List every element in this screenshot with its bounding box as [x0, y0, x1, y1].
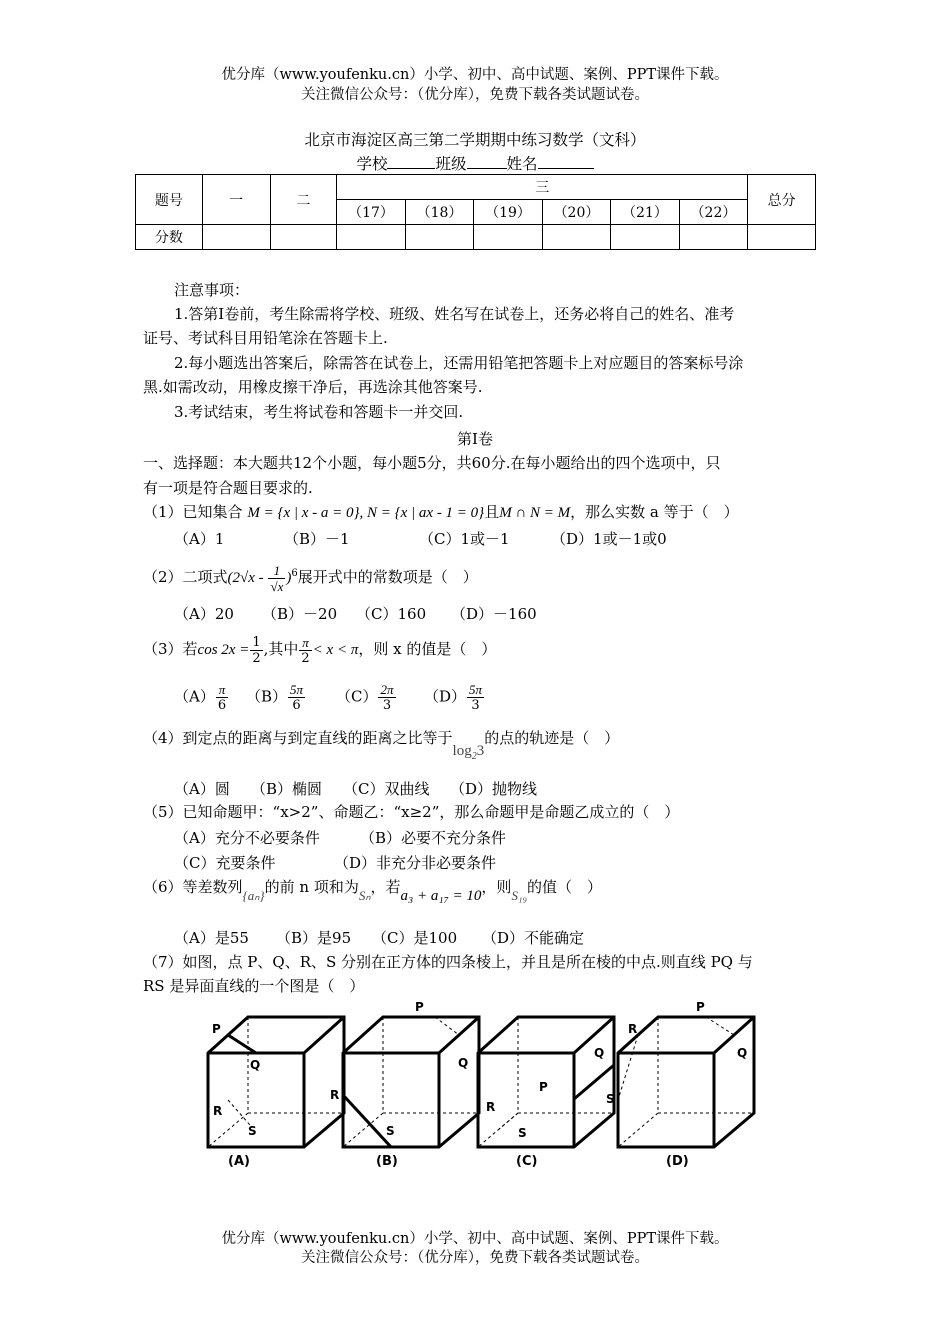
q2-fraction	[268, 563, 285, 594]
q3-c-frac	[378, 682, 395, 713]
label-a-r: R	[213, 1104, 223, 1118]
section-one-intro-a: 一、选择题：本大题共12个小题，每小题5分，共60分.在每小题给出的四个选项中，只	[143, 454, 721, 472]
label-b-q: Q	[458, 1056, 469, 1070]
question-7-line-2: RS 是异面直线的一个图是（ ）	[143, 977, 365, 995]
score-cell-q22[interactable]	[679, 225, 747, 250]
col-q18: （18）	[405, 200, 473, 225]
q3-a-label: （A）	[174, 687, 215, 706]
q1-suffix: ，那么实数 a 等于（ ）	[570, 503, 739, 521]
q3-a-num: π	[216, 682, 228, 698]
q3-pi-den: 2	[301, 650, 310, 666]
q3-d-den: 3	[471, 698, 480, 713]
q6-option-a[interactable]: （A）是55	[174, 929, 249, 947]
cube-a[interactable]	[208, 1017, 344, 1147]
q2-option-c[interactable]: （C）160	[356, 605, 427, 623]
q3-b-den: 6	[292, 698, 301, 713]
q4-option-b[interactable]: （B）椭圆	[251, 780, 323, 798]
q3-range: < x < π	[312, 642, 359, 658]
row-label-number: 题号	[136, 175, 203, 225]
caption-d: (D)	[666, 1154, 689, 1169]
notice-item-2b: 黑.如需改动，用橡皮擦干净后，再选涂其他答案号.	[143, 378, 483, 396]
q2-expr-b: )	[286, 570, 292, 586]
label-c-p: P	[539, 1080, 548, 1094]
label-a-q: Q	[250, 1058, 261, 1072]
class-blank[interactable]	[467, 153, 507, 169]
q2-option-a[interactable]: （A）20	[174, 605, 234, 623]
q3-half-den: 2	[252, 650, 261, 666]
q5-option-b[interactable]: （B）必要不充分条件	[360, 829, 507, 847]
col-section-three: 三	[337, 175, 748, 200]
q4-log-base: 2	[471, 751, 477, 762]
score-table	[135, 174, 816, 250]
label-d-q: Q	[737, 1046, 748, 1060]
q2-option-d[interactable]: （D）－160	[451, 605, 537, 623]
row-label-score: 分数	[136, 225, 203, 250]
question-4	[143, 727, 620, 762]
q4-suffix: 的点的轨迹是（ ）	[484, 729, 620, 747]
score-cell-q20[interactable]	[542, 225, 610, 250]
notice-title: 注意事项：	[174, 281, 250, 299]
q6-mid3: ，则	[481, 878, 512, 896]
header-line-2: 关注微信公众号：（优分库），免费下载各类试题试卷。	[301, 87, 649, 103]
student-info	[0, 152, 950, 174]
q5-option-d[interactable]: （D）非充分非必要条件	[334, 854, 497, 872]
q3-b-num: 5π	[290, 682, 304, 697]
label-d-s: S	[606, 1092, 615, 1106]
col-section-two: 二	[270, 175, 337, 225]
cube-figures	[190, 995, 770, 1175]
label-b-p: P	[415, 1000, 424, 1014]
q4-log-word: log	[452, 743, 472, 759]
question-7-line-1: （7）如图，点 P、Q、R、S 分别在正方体的四条棱上，并且是所在棱的中点.则直线 PQ 与	[143, 953, 753, 971]
q3-a-den: 6	[217, 698, 227, 713]
q2-prefix: （2）二项式	[143, 568, 228, 586]
q3-c-num: 2π	[380, 682, 394, 697]
q6-option-d[interactable]: （D）不能确定	[482, 929, 585, 947]
q6-cond: a₃ + a₁₇ = 10	[400, 888, 482, 904]
q4-option-c[interactable]: （C）双曲线	[343, 780, 430, 798]
label-b-s: S	[386, 1124, 395, 1138]
class-label: 班级	[435, 155, 467, 173]
q1-cond: M ∩ N = M	[499, 505, 571, 521]
header-line-1: 优分库（www.youfenku.cn）小学、初中、高中试题、案例、PPT课件下载。	[221, 67, 729, 83]
q3-option-d[interactable]	[424, 682, 485, 713]
score-cell-one[interactable]	[202, 225, 270, 250]
q4-option-a[interactable]: （A）圆	[174, 780, 230, 798]
label-d-p: P	[696, 1000, 705, 1014]
col-q20: （20）	[542, 200, 610, 225]
col-q19: （19）	[474, 200, 542, 225]
q1-joint: 且	[484, 503, 500, 521]
q6-option-c[interactable]: （C）是100	[372, 929, 458, 947]
q3-pi-num: π	[299, 635, 311, 651]
school-blank[interactable]	[387, 153, 435, 169]
q3-pi-half	[299, 635, 311, 666]
part-title: 第Ⅰ卷	[457, 430, 493, 448]
label-c-r: R	[486, 1100, 496, 1114]
q2-suffix: 展开式中的常数项是（ ）	[297, 568, 478, 586]
score-cell-total[interactable]	[748, 225, 816, 250]
q1-sets: M = {x | x - a = 0}, N = {x | ax - 1 = 0}	[247, 505, 485, 521]
q1-option-b[interactable]: （B）－1	[284, 530, 350, 548]
q3-option-a[interactable]	[174, 682, 229, 713]
score-cell-q18[interactable]	[405, 225, 473, 250]
q4-prefix: （4）到定点的距离与到定直线的距离之比等于	[143, 729, 453, 747]
q4-log	[452, 743, 485, 762]
label-c-q: Q	[594, 1046, 605, 1060]
footer-line-1: 优分库（www.youfenku.cn）小学、初中、高中试题、案例、PPT课件下载。	[221, 1231, 729, 1247]
label-a-p: P	[212, 1022, 221, 1036]
question-3	[143, 633, 496, 666]
q6-s19: S₁₉	[511, 888, 527, 903]
q6-suffix: 的值（ ）	[526, 878, 602, 896]
cube-b[interactable]	[343, 1017, 479, 1147]
q3-option-c[interactable]	[336, 682, 397, 713]
q2-frac-den: √x	[270, 578, 284, 594]
q4-option-d[interactable]: （D）抛物线	[450, 780, 538, 798]
score-cell-q19[interactable]	[474, 225, 542, 250]
notice-item-3: 3.考试结束，考生将试卷和答题卡一并交回.	[174, 403, 464, 421]
exam-title: 北京市海淀区高三第二学期期中练习数学（文科）	[304, 131, 646, 149]
q1-prefix: （1）已知集合	[143, 503, 243, 521]
col-total: 总分	[748, 175, 816, 225]
q3-d-frac	[467, 682, 484, 713]
q4-log-arg: 3	[476, 743, 485, 759]
label-a-s: S	[248, 1124, 257, 1138]
q3-half	[250, 635, 262, 666]
label-d-r: R	[628, 1022, 638, 1036]
q3-b-frac	[288, 682, 305, 713]
q3-option-b[interactable]	[246, 682, 306, 713]
footer-line-2: 关注微信公众号：（优分库），免费下载各类试题试卷。	[301, 1250, 649, 1266]
q6-mid1: 的前 n 项和为	[264, 878, 359, 896]
q2-expr-a: (2√x -	[227, 570, 268, 586]
q3-prefix: （3）若	[143, 640, 198, 658]
col-q17: （17）	[337, 200, 405, 225]
q6-seq: {aₙ}	[242, 888, 265, 903]
q3-d-label: （D）	[424, 687, 467, 706]
question-2	[143, 558, 478, 594]
q2-option-b[interactable]: （B）－20	[262, 605, 338, 623]
q5-option-c[interactable]: （C）充要条件	[174, 854, 276, 872]
q6-sn: Sₙ	[358, 888, 371, 903]
q1-option-d[interactable]: （D）1或－1或0	[551, 530, 667, 548]
q3-c-den: 3	[382, 698, 392, 713]
col-section-one: 一	[202, 175, 270, 225]
col-q22: （22）	[679, 200, 747, 225]
q3-suffix: ，则 x 的值是（ ）	[358, 640, 497, 658]
question-1	[143, 501, 739, 524]
q1-option-a[interactable]: （A）1	[174, 530, 225, 548]
school-label: 学校	[356, 155, 388, 173]
q2-frac-num: 1	[268, 563, 285, 579]
q6-option-b[interactable]: （B）是95	[276, 929, 352, 947]
q6-mid2: ，若	[370, 878, 401, 896]
notice-item-2a: 2.每小题选出答案后，除需答在试卷上，还需用铅笔把答题卡上对应题目的答案标号涂	[174, 354, 744, 372]
question-5: （5）已知命题甲：“x>2”、命题乙：“x≥2”，那么命题甲是命题乙成立的（ ）	[143, 803, 680, 821]
q3-c-label: （C）	[336, 687, 378, 706]
q3-b-label: （B）	[246, 687, 288, 706]
name-blank[interactable]	[538, 153, 594, 169]
notice-item-1b: 证号、考试科目用铅笔涂在答题卡上.	[143, 329, 388, 347]
name-label: 姓名	[506, 155, 538, 173]
section-one-intro-b: 有一项是符合题目要求的.	[143, 479, 313, 497]
q3-mid: ,其中	[263, 640, 299, 658]
q5-option-a[interactable]: （A）充分不必要条件	[174, 829, 320, 847]
question-6	[143, 876, 602, 904]
q3-a-frac	[216, 682, 228, 713]
label-c-s: S	[518, 1126, 527, 1140]
notice-item-1a: 1.答第Ⅰ卷前，考生除需将学校、班级、姓名写在试卷上，还务必将自己的姓名、准考	[174, 305, 735, 323]
label-b-r: R	[330, 1088, 340, 1102]
caption-a: (A)	[228, 1154, 250, 1169]
score-cell-q17[interactable]	[337, 225, 405, 250]
q3-half-num: 1	[252, 634, 261, 650]
cube-d[interactable]	[618, 1017, 754, 1147]
q6-prefix: （6）等差数列	[143, 878, 243, 896]
caption-b: (B)	[376, 1154, 398, 1169]
q1-option-c[interactable]: （C）1或－1	[419, 530, 510, 548]
col-q21: （21）	[611, 200, 679, 225]
q3-cos: cos 2x =	[197, 642, 250, 658]
q2-exponent: 6	[291, 568, 298, 579]
score-cell-two[interactable]	[270, 225, 337, 250]
caption-c: (C)	[516, 1154, 538, 1169]
score-cell-q21[interactable]	[611, 225, 679, 250]
q3-d-num: 5π	[469, 682, 483, 697]
